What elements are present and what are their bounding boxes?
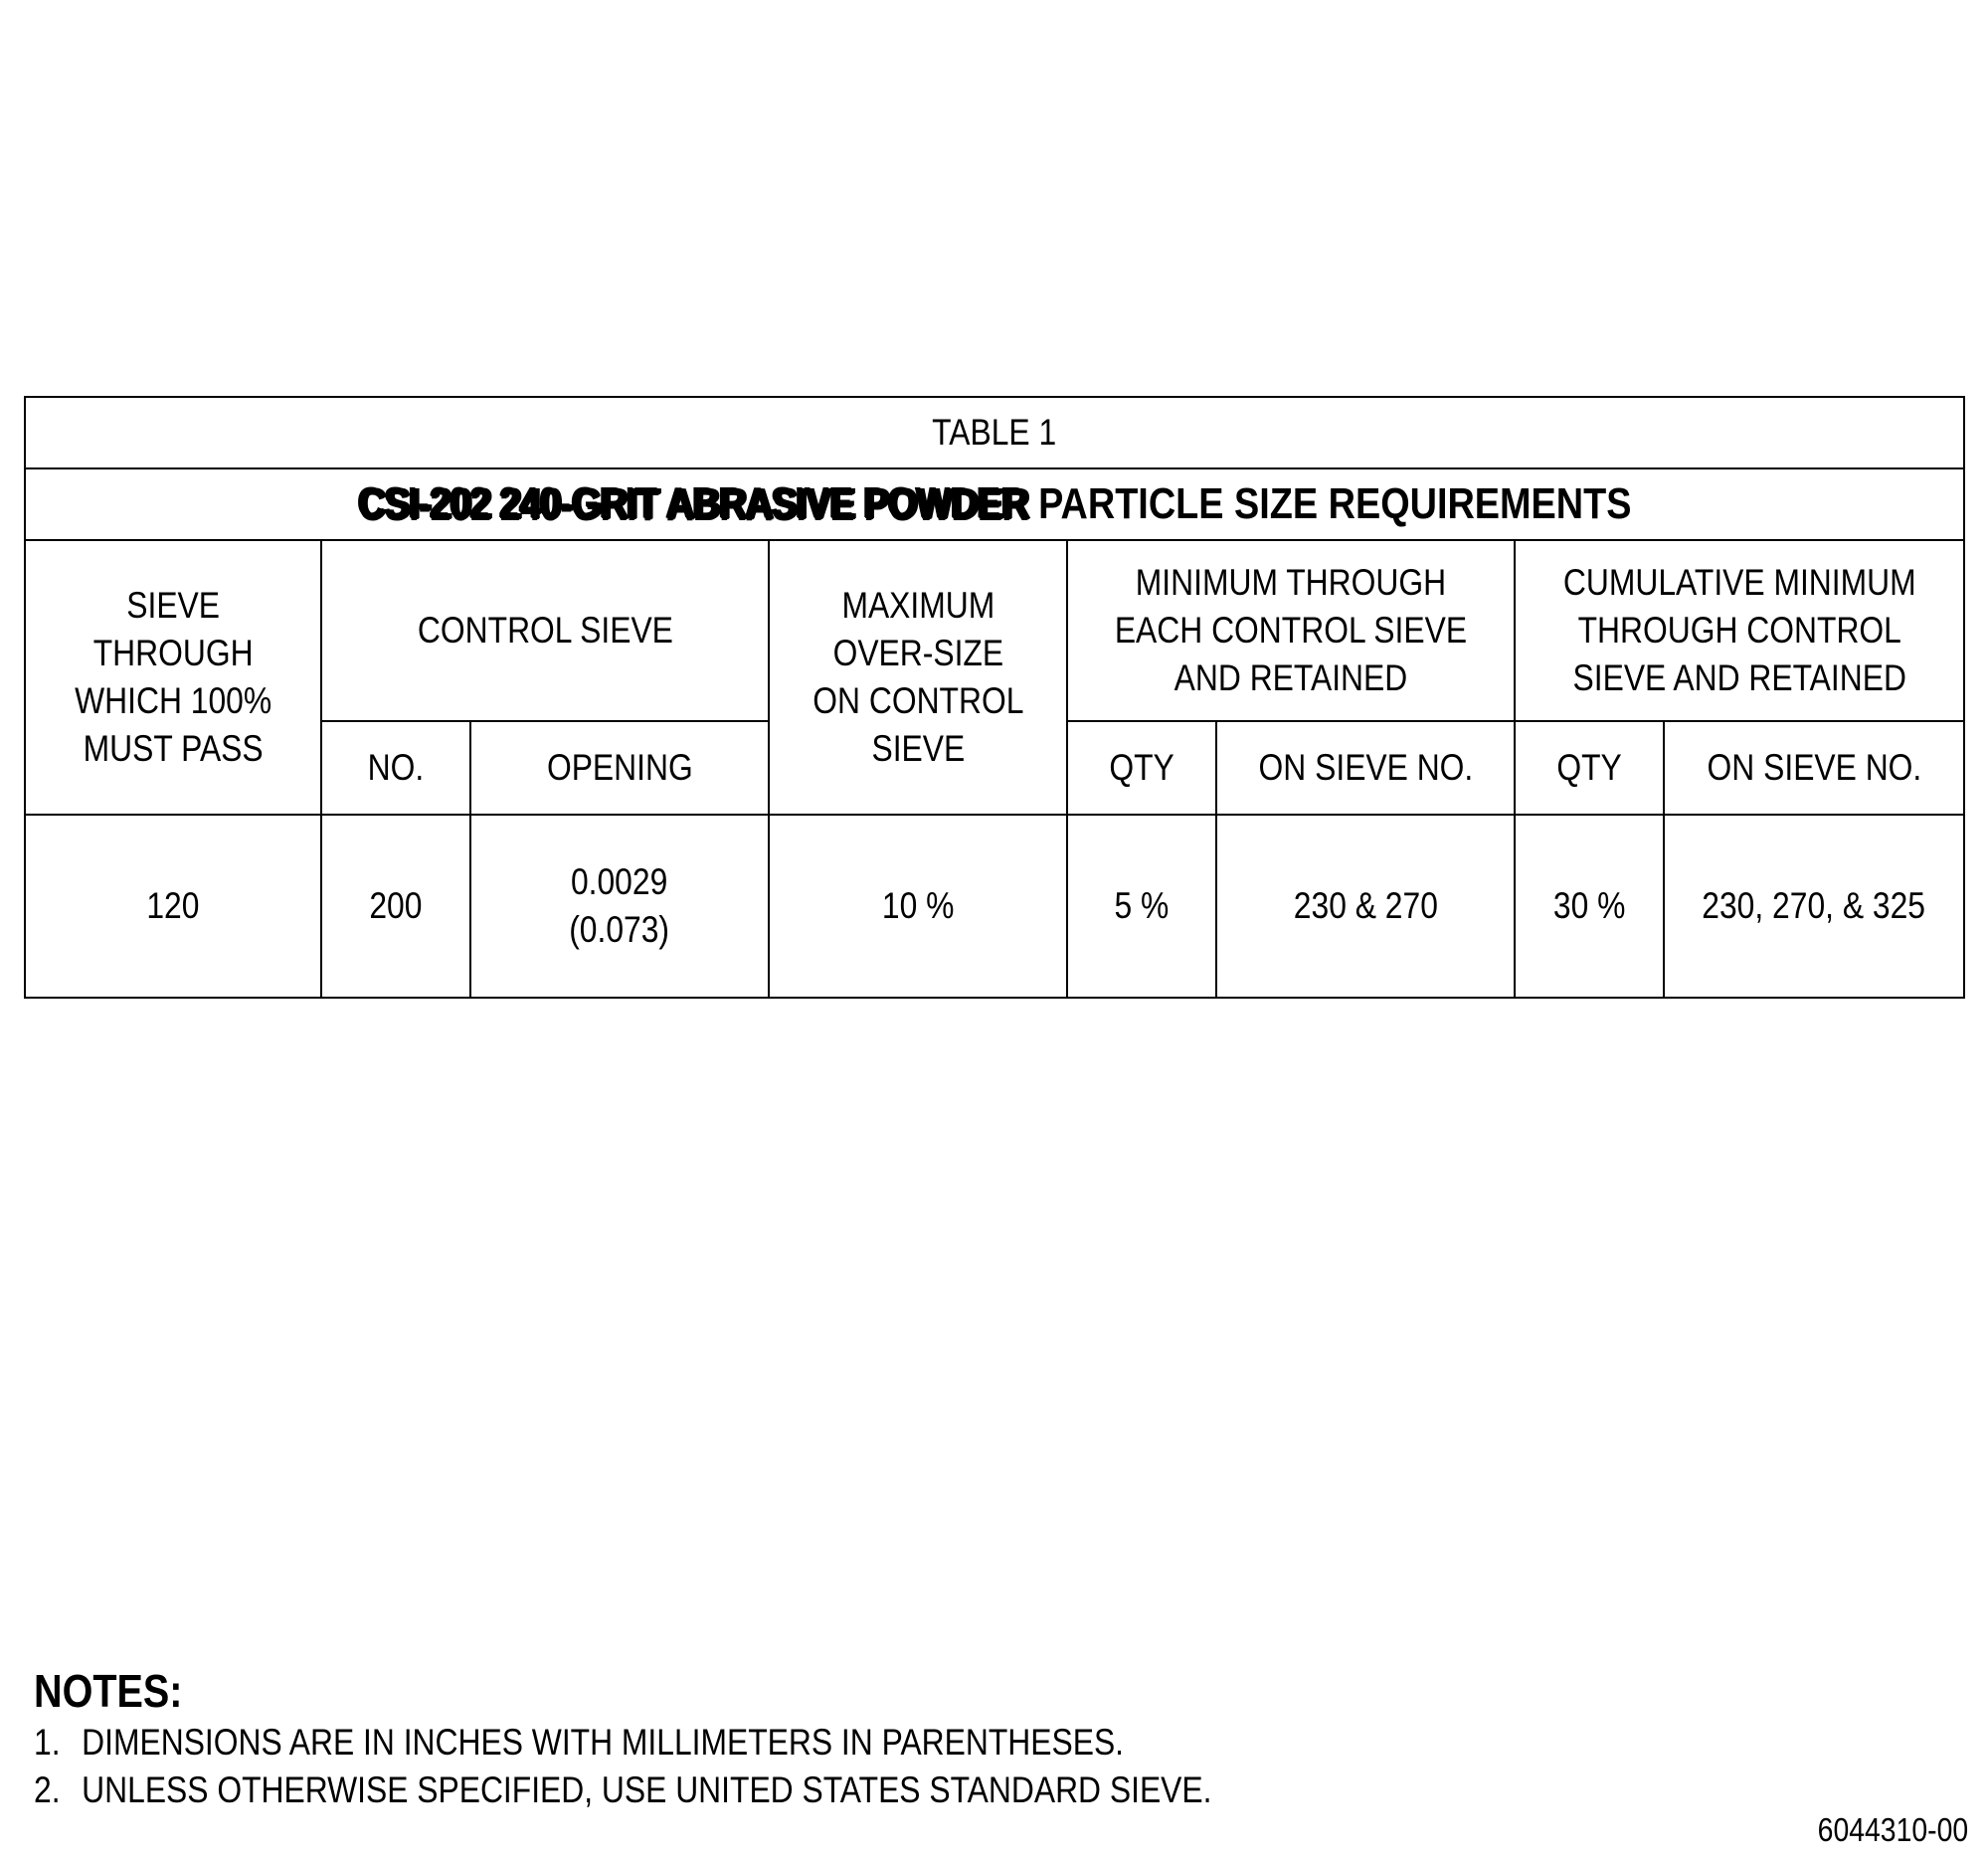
header-line: EACH CONTROL SIEVE: [1114, 610, 1468, 651]
note-text: UNLESS OTHERWISE SPECIFIED, USE UNITED STATES STANDARD SIEVE.: [82, 1769, 1212, 1810]
redacted-title-text: CSI-202 240-GRIT ABRASIVE POWDER: [357, 479, 1028, 528]
cell-cum-qty: 30 %: [1515, 815, 1664, 998]
header-max-oversize: [769, 540, 1067, 815]
opening-mm: (0.073): [569, 909, 670, 950]
header-cumulative-min: [1515, 540, 1964, 721]
cell-opening: [470, 815, 769, 998]
cell-cum-on-sieve: 230, 270, & 325: [1664, 815, 1964, 998]
header-line: OVER-SIZE: [832, 633, 1003, 673]
drawing-number: 6044310-00: [1817, 1811, 1968, 1848]
header-cum-qty: QTY: [1515, 721, 1664, 815]
table-title: [358, 480, 1631, 528]
header-line: WHICH 100%: [74, 680, 272, 721]
header-min-qty: QTY: [1067, 721, 1216, 815]
header-line: THROUGH: [92, 633, 254, 673]
table-number: TABLE 1: [932, 412, 1057, 453]
header-cum-on-sieve: ON SIEVE NO.: [1664, 721, 1964, 815]
note-text: DIMENSIONS ARE IN INCHES WITH MILLIMETERS IN PARENTHESES.: [82, 1722, 1125, 1763]
cell-min-on-sieve: 230 & 270: [1216, 815, 1515, 998]
cell-max-oversize: 10 %: [769, 815, 1067, 998]
header-min-through: [1067, 540, 1515, 721]
header-line: MAXIMUM: [841, 585, 994, 626]
header-line: MUST PASS: [83, 728, 264, 769]
header-control-sieve: CONTROL SIEVE: [321, 540, 769, 721]
table-title-cell: [25, 468, 1964, 540]
header-min-on-sieve: ON SIEVE NO.: [1216, 721, 1515, 815]
table-number-cell: [25, 397, 1964, 468]
header-line: CUMULATIVE MINIMUM: [1562, 562, 1916, 603]
note-item: [34, 1767, 1317, 1814]
note-number: 2.: [34, 1769, 61, 1810]
header-sieve-through: [25, 540, 321, 815]
header-line: MINIMUM THROUGH: [1135, 562, 1447, 603]
cell-min-qty: 5 %: [1067, 815, 1216, 998]
note-item: [34, 1719, 1317, 1767]
title-text: PARTICLE SIZE REQUIREMENTS: [1037, 479, 1632, 528]
header-line: AND RETAINED: [1174, 657, 1408, 698]
notes-heading: NOTES:: [34, 1665, 183, 1717]
table-row: [25, 815, 1964, 998]
cell-sieve-through: 120: [25, 815, 321, 998]
header-line: SIEVE: [126, 585, 220, 626]
cell-control-no: 200: [321, 815, 470, 998]
note-number: 1.: [34, 1722, 61, 1763]
header-line: SIEVE AND RETAINED: [1572, 657, 1906, 698]
header-control-opening: OPENING: [470, 721, 769, 815]
header-line: ON CONTROL: [812, 680, 1024, 721]
header-line: SIEVE: [871, 728, 965, 769]
header-line: THROUGH CONTROL: [1577, 610, 1901, 651]
requirements-table: [24, 396, 1965, 999]
header-control-no: NO.: [321, 721, 470, 815]
notes-section: [34, 1663, 1526, 1814]
opening-inches: 0.0029: [571, 861, 668, 902]
